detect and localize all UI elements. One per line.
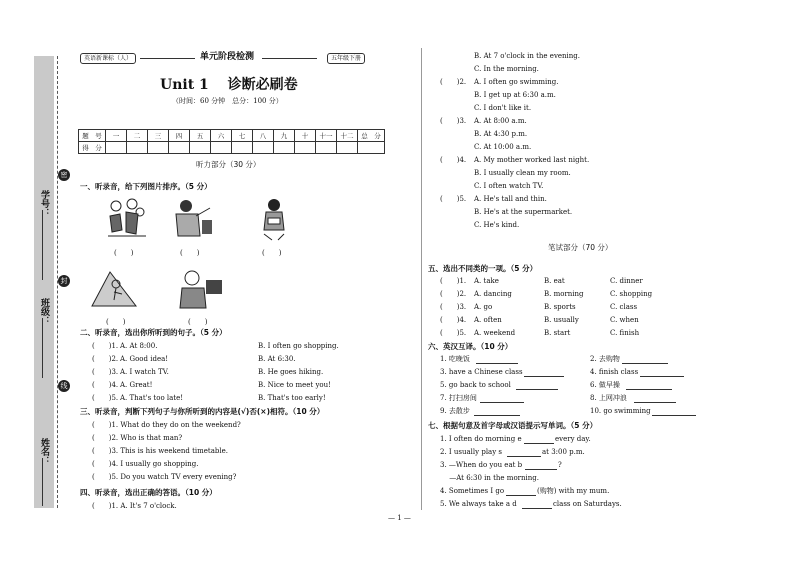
fill-text: at 3:00 p.m.	[542, 448, 585, 456]
fill-text: —At 6:30 in the morning.	[440, 474, 539, 482]
question-number[interactable]: ( )1.	[92, 342, 119, 350]
score-cell[interactable]	[295, 142, 316, 154]
option-b: B. At 6:30.	[258, 355, 296, 363]
question-number[interactable]: ( )3.	[440, 303, 467, 311]
translate-item: 1. 吃晚饭	[440, 355, 470, 363]
answer-row	[440, 182, 780, 195]
answer-blank[interactable]	[640, 376, 684, 377]
score-cell[interactable]	[253, 142, 274, 154]
choice-row	[440, 277, 780, 290]
option-a: A. go	[474, 303, 493, 311]
answer-option: A. He's tall and thin.	[474, 195, 547, 203]
answer-option: B. He's at the supermarket.	[474, 208, 573, 216]
answer-row	[440, 143, 780, 156]
answer-blank[interactable]	[652, 415, 696, 416]
answer-blank[interactable]	[626, 389, 672, 390]
grade-tag: 五年级下册	[327, 53, 365, 64]
judge-item[interactable]: ( )2. Who is that man?	[92, 434, 183, 442]
section-5-heading: 五、选出不同类的一项。（5 分）	[428, 264, 538, 273]
option-c: C. shopping	[610, 290, 653, 298]
seal-mark-mi: 密	[58, 169, 70, 181]
answer-row	[440, 78, 780, 91]
fill-text: (购物) with my mum.	[537, 487, 610, 495]
fill-row	[440, 461, 780, 474]
score-head-col: 六	[211, 130, 232, 142]
option-b: B. morning	[544, 290, 584, 298]
option-a: A. often	[474, 316, 502, 324]
header-rule-left	[140, 58, 195, 59]
name-line	[42, 458, 44, 506]
score-head-total: 总 分	[358, 130, 385, 142]
writing-title: 笔试部分（70 分）	[548, 243, 613, 252]
score-cell[interactable]	[316, 142, 337, 154]
fill-text: 3. —When do you eat b	[440, 461, 523, 469]
column-divider	[421, 48, 422, 510]
option-b: B. He goes hiking.	[258, 368, 324, 376]
fill-row	[440, 500, 780, 513]
fill-row	[440, 448, 780, 461]
answer-item-1[interactable]: ( )1. A. It's 7 o'clock.	[92, 502, 177, 510]
answer-row	[440, 156, 780, 169]
answer-row	[440, 130, 780, 143]
seal-mark-xian: 线	[58, 380, 70, 392]
option-b: B. start	[544, 329, 571, 337]
score-head-col: 十	[295, 130, 316, 142]
question-number[interactable]: ( )5.	[92, 394, 119, 402]
score-head-col: 九	[274, 130, 295, 142]
answer-option: B. I usually clean my room.	[474, 169, 571, 177]
question-number[interactable]: ( )4.	[440, 316, 467, 324]
fill-text: class on Saturdays.	[553, 500, 622, 508]
score-head-col: 三	[148, 130, 169, 142]
translate-row	[440, 368, 780, 381]
edition-tag: 英语新课标（人）	[80, 53, 136, 64]
answer-option: C. I often watch TV.	[474, 182, 544, 190]
score-cell[interactable]	[232, 142, 253, 154]
fill-row	[440, 474, 780, 487]
option-b: B. sports	[544, 303, 576, 311]
answer-row	[440, 169, 780, 182]
option-a: A. take	[474, 277, 499, 285]
answer-blank[interactable]	[506, 495, 536, 496]
picture-answer-2[interactable]: ( )	[180, 249, 200, 257]
translate-item: 3. have a Chinese class	[440, 368, 523, 376]
class-label: 班级：	[39, 298, 49, 325]
translate-item: 2. 去购物	[590, 355, 620, 363]
answer-option: B. At 4:30 p.m.	[474, 130, 528, 138]
section-4-heading: 四、听录音，选出正确的答语。（10 分）	[80, 488, 217, 497]
question-number[interactable]: ( )2.	[440, 78, 467, 86]
fill-text: 4. Sometimes I go	[440, 487, 505, 495]
answer-row	[440, 208, 780, 221]
answer-option: B. I get up at 6:30 a.m.	[474, 91, 556, 99]
score-cell[interactable]	[148, 142, 169, 154]
picture-answer-1[interactable]: ( )	[114, 249, 134, 257]
section-5-list	[440, 277, 780, 342]
choice-row	[440, 316, 780, 329]
picture-family-party	[104, 196, 150, 242]
section-1-heading: 一、听录音，给下列图片排序。（5 分）	[80, 182, 212, 191]
picture-answer-5[interactable]: ( )	[188, 318, 208, 326]
answer-blank[interactable]	[525, 469, 557, 470]
answer-row	[440, 65, 780, 78]
answer-blank[interactable]	[474, 415, 520, 416]
answer-blank[interactable]	[476, 363, 518, 364]
answer-option: B. At 7 o'clock in the evening.	[474, 52, 581, 60]
answer-row	[440, 91, 780, 104]
picture-reading-girl	[258, 196, 292, 242]
translate-item: 5. go back to school	[440, 381, 511, 389]
score-head-col: 七	[232, 130, 253, 142]
score-table	[78, 129, 385, 154]
answer-row	[440, 104, 780, 117]
option-c: C. finish	[610, 329, 640, 337]
answer-option: A. At 8:00 a.m.	[474, 117, 527, 125]
option-a: A. I watch TV.	[120, 368, 169, 376]
option-b: B. Nice to meet you!	[258, 381, 331, 389]
score-head-label: 题 号	[79, 130, 106, 142]
score-row-label: 得 分	[79, 142, 106, 154]
fill-text: 1. I often do morning e	[440, 435, 522, 443]
page-number: — 1 —	[388, 514, 411, 522]
translate-item: 10. go swimming	[590, 407, 651, 415]
answer-option: C. In the morning.	[474, 65, 539, 73]
choice-row	[440, 303, 780, 316]
section-6-list	[440, 355, 780, 420]
fill-row	[440, 487, 780, 500]
score-head-col: 四	[169, 130, 190, 142]
score-cell[interactable]	[106, 142, 127, 154]
picture-hiking	[90, 266, 138, 310]
option-a: A. Good idea!	[120, 355, 169, 363]
translate-row	[440, 381, 780, 394]
section-3-heading: 三、听录音，判断下列句子与你所听到的内容是(√)否(×)相符。（10 分）	[80, 407, 325, 416]
answer-option: C. At 10:00 a.m.	[474, 143, 532, 151]
student-id-label: 学号：	[39, 190, 49, 217]
section-7-heading: 七、根据句意及首字母或汉语提示写单词。（5 分）	[428, 421, 598, 430]
header-rule-right	[262, 58, 317, 59]
score-head-col: 十一	[316, 130, 337, 142]
fill-text: every day.	[555, 435, 591, 443]
answer-row	[440, 117, 780, 130]
option-a: A. That's too late!	[120, 394, 184, 402]
answer-blank[interactable]	[524, 443, 554, 444]
option-a: A. Great!	[120, 381, 153, 389]
answer-blank[interactable]	[507, 456, 541, 457]
question-number[interactable]: ( )2.	[92, 355, 119, 363]
answer-row	[440, 221, 780, 234]
score-head-col: 二	[127, 130, 148, 142]
answer-row	[440, 195, 780, 208]
question-number[interactable]: ( )3.	[440, 117, 467, 125]
class-line	[42, 318, 44, 378]
option-c: C. when	[610, 316, 639, 324]
unit-title: Unit 1 诊断必刷卷	[160, 77, 298, 93]
translate-item: 7. 打扫房间	[440, 394, 477, 402]
picture-answer-3[interactable]: ( )	[262, 249, 282, 257]
student-id-line	[42, 210, 44, 280]
answer-blank[interactable]	[480, 402, 524, 403]
option-b: B. eat	[544, 277, 565, 285]
seal-mark-feng: 封	[58, 275, 70, 287]
fill-text: 5. We always take a d	[440, 500, 517, 508]
section-6-heading: 六、英汉互译。（10 分）	[428, 342, 513, 351]
score-cell[interactable]	[190, 142, 211, 154]
score-cell[interactable]	[358, 142, 385, 154]
time-score-note: （时间：60 分钟 总分：100 分）	[172, 97, 283, 105]
translate-row	[440, 394, 780, 407]
translate-item: 9. 去散步	[440, 407, 470, 415]
answer-blank[interactable]	[634, 402, 676, 403]
option-b: B. I often go shopping.	[258, 342, 339, 350]
section-2-heading: 二、听录音，选出你所听到的句子。（5 分）	[80, 328, 227, 337]
translate-row	[440, 407, 780, 420]
score-cell[interactable]	[169, 142, 190, 154]
score-cell[interactable]	[127, 142, 148, 154]
translate-item: 6. 做早操	[590, 381, 620, 389]
option-c: C. class	[610, 303, 638, 311]
picture-cooking	[166, 196, 214, 242]
answer-option: A. My mother worked last night.	[474, 156, 590, 164]
score-cell[interactable]	[274, 142, 295, 154]
judge-item[interactable]: ( )1. What do they do on the weekend?	[92, 421, 241, 429]
question-number[interactable]: ( )4.	[440, 156, 467, 164]
option-a: A. dancing	[474, 290, 512, 298]
fill-text: 2. I usually play s	[440, 448, 502, 456]
translate-row	[440, 355, 780, 368]
answer-row	[440, 52, 780, 65]
question-number[interactable]: ( )1.	[440, 277, 467, 285]
answer-option: A. I often go swimming.	[474, 78, 559, 86]
fill-text: ?	[558, 461, 562, 469]
choice-row	[440, 329, 780, 342]
picture-watching-tv	[176, 266, 224, 310]
picture-answer-4[interactable]: ( )	[106, 318, 126, 326]
section-4-continued	[440, 52, 780, 234]
answer-blank[interactable]	[522, 508, 552, 509]
answer-option: C. He's kind.	[474, 221, 520, 229]
question-number[interactable]: ( )4.	[92, 381, 119, 389]
name-label: 姓名：	[39, 438, 49, 465]
section-7-list	[440, 435, 780, 513]
question-number[interactable]: ( )2.	[440, 290, 467, 298]
listening-title: 听力部分（30 分）	[196, 160, 261, 169]
score-cell[interactable]	[337, 142, 358, 154]
choice-row	[440, 290, 780, 303]
fill-row	[440, 435, 780, 448]
section-3-list	[92, 421, 241, 486]
answer-blank[interactable]	[622, 363, 668, 364]
translate-item: 8. 上网冲浪	[590, 394, 627, 402]
header-title: 单元阶段检测	[200, 52, 255, 62]
answer-blank[interactable]	[516, 389, 558, 390]
option-a: A. At 8:00.	[120, 342, 158, 350]
score-head-col: 一	[106, 130, 127, 142]
score-head-col: 十二	[337, 130, 358, 142]
score-head-col: 八	[253, 130, 274, 142]
translate-item: 4. finish class	[590, 368, 639, 376]
judge-item[interactable]: ( )3. This is his weekend timetable.	[92, 447, 229, 455]
question-number[interactable]: ( )3.	[92, 368, 119, 376]
option-b: B. usually	[544, 316, 579, 324]
answer-blank[interactable]	[524, 376, 564, 377]
question-number[interactable]: ( )5.	[440, 195, 467, 203]
question-number[interactable]: ( )5.	[440, 329, 467, 337]
answer-option: C. I don't like it.	[474, 104, 532, 112]
judge-item[interactable]: ( )4. I usually go shopping.	[92, 460, 199, 468]
judge-item[interactable]: ( )5. Do you watch TV every evening?	[92, 473, 237, 481]
option-b: B. That's too early!	[258, 394, 326, 402]
option-a: A. weekend	[474, 329, 516, 337]
score-head-col: 五	[190, 130, 211, 142]
score-cell[interactable]	[211, 142, 232, 154]
option-c: C. dinner	[610, 277, 643, 285]
